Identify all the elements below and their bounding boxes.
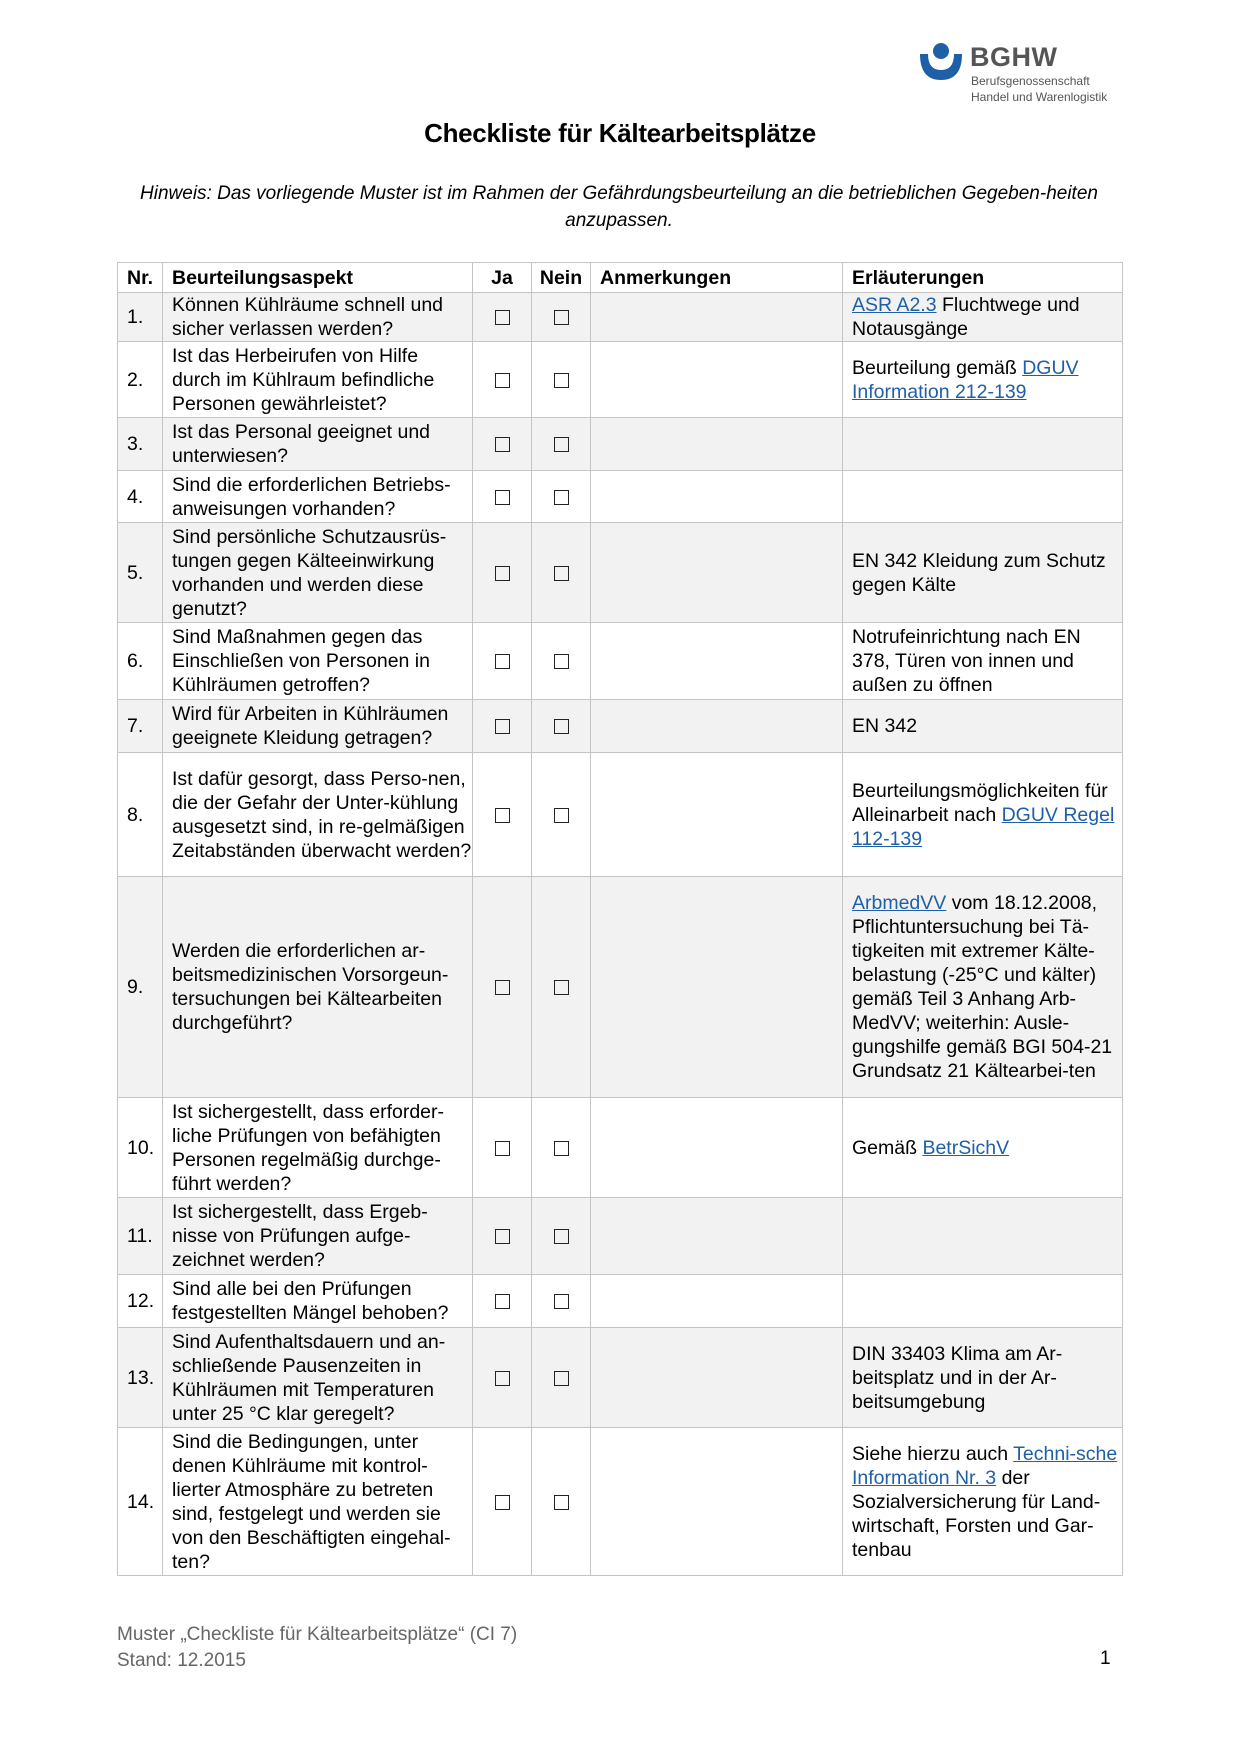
- ja-checkbox-cell[interactable]: [473, 523, 532, 623]
- nein-checkbox-cell[interactable]: [532, 418, 591, 471]
- ja-checkbox-cell[interactable]: [473, 700, 532, 753]
- ja-checkbox[interactable]: [495, 654, 510, 669]
- nein-checkbox-cell[interactable]: [532, 1275, 591, 1328]
- notes-cell[interactable]: [591, 342, 843, 418]
- row-number: 3.: [118, 418, 163, 471]
- explanation-cell: [843, 293, 1123, 342]
- header-explanations: Erläuterungen: [843, 263, 1123, 293]
- table-row: [118, 1328, 1123, 1428]
- ja-checkbox-cell[interactable]: [473, 877, 532, 1098]
- notes-cell[interactable]: [591, 1098, 843, 1198]
- row-number: 8.: [118, 753, 163, 877]
- explanation-cell: [843, 1098, 1123, 1198]
- notes-cell[interactable]: [591, 1198, 843, 1275]
- explanation-text-after: vom 18.12.2008, Pflichtuntersuchung bei Tä-tigkeiten mit extremer Kälte-belastung (-25°C und kälter) gemäß Teil 3 Anhang Arb-MedVV; weiterhin: Ausle-gungshilfe gemäß BGI 504-21 Grundsatz 21 Kältearbei-ten: [852, 892, 1113, 1082]
- logo-subtitle-2: Handel und Warenlogistik: [971, 90, 1108, 104]
- explanation-cell: [843, 1328, 1123, 1428]
- ja-checkbox[interactable]: [495, 1495, 510, 1510]
- assessment-aspect: Sind Aufenthaltsdauern und an-schließende Pausenzeiten in Kühlräumen mit Temperaturen unter 25 °C klar geregelt?: [163, 1328, 473, 1428]
- ja-checkbox[interactable]: [495, 719, 510, 734]
- reference-link[interactable]: ASR A2.3: [852, 294, 937, 316]
- nein-checkbox[interactable]: [554, 719, 569, 734]
- explanation-text: DIN 33403 Klima am Ar-beitsplatz und in der Ar-beitsumgebung: [852, 1342, 1063, 1413]
- assessment-aspect: Ist sichergestellt, dass Ergeb-nisse von Prüfungen aufge-zeichnet werden?: [163, 1198, 473, 1275]
- reference-link[interactable]: Techni-sche Information Nr. 3: [852, 1442, 1118, 1489]
- assessment-aspect: Sind persönliche Schutzausrüs-tungen gegen Kälteeinwirkung vorhanden und werden diese genutzt?: [163, 523, 473, 623]
- header-nein: Nein: [532, 263, 591, 293]
- assessment-aspect: Sind alle bei den Prüfungen festgestellten Mängel behoben?: [163, 1275, 473, 1328]
- table-row: [118, 471, 1123, 523]
- table-row: [118, 753, 1123, 877]
- table-header-row: [118, 263, 1123, 293]
- bghw-logo: [918, 42, 1128, 112]
- assessment-aspect: Können Kühlräume schnell und sicher verlassen werden?: [163, 293, 473, 342]
- table-row: [118, 1428, 1123, 1576]
- nein-checkbox[interactable]: [554, 437, 569, 452]
- row-number: 9.: [118, 877, 163, 1098]
- explanation-cell: [843, 1275, 1123, 1328]
- notes-cell[interactable]: [591, 471, 843, 523]
- explanation-text: Notrufeinrichtung nach EN 378, Türen von innen und außen zu öffnen: [852, 626, 1081, 696]
- nein-checkbox-cell[interactable]: [532, 623, 591, 700]
- notes-cell[interactable]: [591, 1275, 843, 1328]
- row-number: 12.: [118, 1275, 163, 1328]
- reference-link[interactable]: BetrSichV: [922, 1136, 1010, 1159]
- notes-cell[interactable]: [591, 1328, 843, 1428]
- explanation-cell: [843, 700, 1123, 753]
- ja-checkbox-cell[interactable]: [473, 293, 532, 342]
- ja-checkbox[interactable]: [495, 1294, 510, 1309]
- nein-checkbox-cell[interactable]: [532, 1428, 591, 1576]
- nein-checkbox[interactable]: [554, 566, 569, 581]
- assessment-aspect: Ist das Herbeirufen von Hilfe durch im Kühlraum befindliche Personen gewährleistet?: [163, 342, 473, 418]
- row-number: 6.: [118, 623, 163, 700]
- nein-checkbox-cell[interactable]: [532, 753, 591, 877]
- ja-checkbox-cell[interactable]: [473, 1328, 532, 1428]
- table-row: [118, 1098, 1123, 1198]
- explanation-text: Siehe hierzu auch: [852, 1442, 1014, 1465]
- nein-checkbox-cell[interactable]: [532, 877, 591, 1098]
- assessment-aspect: Sind Maßnahmen gegen das Einschließen von Personen in Kühlräumen getroffen?: [163, 623, 473, 700]
- ja-checkbox[interactable]: [495, 310, 510, 325]
- explanation-cell: [843, 523, 1123, 623]
- assessment-aspect: Sind die Bedingungen, unter denen Kühlräume mit kontrol-lierter Atmosphäre zu betreten sind, festgelegt und werden sie von den Beschäftigten eingehal-ten?: [163, 1428, 473, 1576]
- notes-cell[interactable]: [591, 753, 843, 877]
- explanation-text-after: Fluchtwege und Notausgänge: [852, 294, 1080, 340]
- row-number: 11.: [118, 1198, 163, 1275]
- ja-checkbox[interactable]: [495, 980, 510, 995]
- ja-checkbox-cell[interactable]: [473, 623, 532, 700]
- explanation-text: Beurteilung gemäß: [852, 356, 1023, 379]
- ja-checkbox[interactable]: [495, 1141, 510, 1156]
- explanation-cell: [843, 418, 1123, 471]
- explanation-cell: [843, 753, 1123, 877]
- table-row: [118, 877, 1123, 1098]
- assessment-aspect: Ist dafür gesorgt, dass Perso-nen, die der Gefahr der Unter-kühlung ausgesetzt sind, in re-gelmäßigen Zeitabständen überwacht werden?: [163, 753, 473, 877]
- page-number: 1: [1100, 1648, 1111, 1669]
- assessment-aspect: Sind die erforderlichen Betriebs-anweisungen vorhanden?: [163, 471, 473, 523]
- table-row: [118, 342, 1123, 418]
- nein-checkbox-cell[interactable]: [532, 1198, 591, 1275]
- notes-cell[interactable]: [591, 877, 843, 1098]
- ja-checkbox[interactable]: [495, 1371, 510, 1386]
- reference-link[interactable]: DGUV Information 212-139: [852, 356, 1079, 403]
- reference-link[interactable]: DGUV Regel 112-139: [852, 803, 1115, 850]
- table-row: [118, 700, 1123, 753]
- notes-cell[interactable]: [591, 623, 843, 700]
- assessment-aspect: Ist das Personal geeignet und unterwiesen?: [163, 418, 473, 471]
- row-number: 13.: [118, 1328, 163, 1428]
- nein-checkbox-cell[interactable]: [532, 523, 591, 623]
- ja-checkbox-cell[interactable]: [473, 753, 532, 877]
- explanation-cell: [843, 471, 1123, 523]
- ja-checkbox[interactable]: [495, 490, 510, 505]
- nein-checkbox-cell[interactable]: [532, 700, 591, 753]
- nein-checkbox[interactable]: [554, 808, 569, 823]
- nein-checkbox[interactable]: [554, 490, 569, 505]
- table-row: [118, 293, 1123, 342]
- ja-checkbox-cell[interactable]: [473, 471, 532, 523]
- ja-checkbox[interactable]: [495, 437, 510, 452]
- notes-cell[interactable]: [591, 418, 843, 471]
- table-row: [118, 523, 1123, 623]
- nein-checkbox-cell[interactable]: [532, 293, 591, 342]
- notes-cell[interactable]: [591, 523, 843, 623]
- ja-checkbox[interactable]: [495, 808, 510, 823]
- checklist-table: [117, 262, 1123, 1576]
- ja-checkbox-cell[interactable]: [473, 1198, 532, 1275]
- nein-checkbox[interactable]: [554, 310, 569, 325]
- nein-checkbox-cell[interactable]: [532, 1098, 591, 1198]
- explanation-cell: [843, 877, 1123, 1098]
- ja-checkbox[interactable]: [495, 1229, 510, 1244]
- footer: [117, 1622, 517, 1674]
- row-number: 10.: [118, 1098, 163, 1198]
- row-number: 1.: [118, 293, 163, 342]
- ja-checkbox-cell[interactable]: [473, 418, 532, 471]
- ja-checkbox[interactable]: [495, 373, 510, 388]
- assessment-aspect: Wird für Arbeiten in Kühlräumen geeignete Kleidung getragen?: [163, 700, 473, 753]
- row-number: 4.: [118, 471, 163, 523]
- nein-checkbox[interactable]: [554, 654, 569, 669]
- table-row: [118, 418, 1123, 471]
- header-notes: Anmerkungen: [591, 263, 843, 293]
- header-ja: Ja: [473, 263, 532, 293]
- nein-checkbox[interactable]: [554, 1495, 569, 1510]
- reference-link[interactable]: ArbmedVV: [852, 892, 947, 914]
- explanation-cell: [843, 1428, 1123, 1576]
- row-number: 14.: [118, 1428, 163, 1576]
- row-number: 7.: [118, 700, 163, 753]
- nein-checkbox-cell[interactable]: [532, 342, 591, 418]
- header-aspect: Beurteilungsaspekt: [163, 263, 473, 293]
- ja-checkbox[interactable]: [495, 566, 510, 581]
- explanation-text-after: der Sozialversicherung für Land-wirtschaft, Forsten und Gar-tenbau: [852, 1466, 1101, 1561]
- ja-checkbox-cell[interactable]: [473, 342, 532, 418]
- notes-cell[interactable]: [591, 293, 843, 342]
- row-number: 5.: [118, 523, 163, 623]
- table-body: [118, 293, 1123, 1576]
- row-number: 2.: [118, 342, 163, 418]
- explanation-cell: [843, 342, 1123, 418]
- assessment-aspect: Werden die erforderlichen ar-beitsmedizinischen Vorsorgeun-tersuchungen bei Kältearbeiten durchgeführt?: [163, 877, 473, 1098]
- assessment-aspect: Ist sichergestellt, dass erforder-liche Prüfungen von befähigten Personen regelmäßig durchge-führt werden?: [163, 1098, 473, 1198]
- explanation-cell: [843, 623, 1123, 700]
- explanation-text: EN 342: [852, 715, 918, 737]
- hint-text: Hinweis: Das vorliegende Muster ist im Rahmen der Gefährdungsbeurteilung an die betrieblichen Gegeben-heiten anzupassen.: [140, 183, 1098, 231]
- table-row: [118, 1198, 1123, 1275]
- explanation-text: Gemäß: [852, 1136, 923, 1159]
- document-title: Checkliste für Kältearbeitsplätze: [424, 118, 816, 148]
- logo-subtitle-1: Berufsgenossenschaft: [971, 74, 1090, 88]
- explanation-text: EN 342 Kleidung zum Schutz gegen Kälte: [852, 549, 1106, 596]
- nein-checkbox[interactable]: [554, 1371, 569, 1386]
- notes-cell[interactable]: [591, 1428, 843, 1576]
- bghw-logo-icon: [918, 42, 964, 82]
- header-nr: Nr.: [118, 263, 163, 293]
- table-row: [118, 1275, 1123, 1328]
- nein-checkbox[interactable]: [554, 1294, 569, 1309]
- ja-checkbox-cell[interactable]: [473, 1428, 532, 1576]
- nein-checkbox[interactable]: [554, 1229, 569, 1244]
- table-row: [118, 623, 1123, 700]
- footer-document-name: Muster „Checkliste für Kältearbeitsplätze“ (CI 7): [117, 1624, 518, 1645]
- nein-checkbox-cell[interactable]: [532, 471, 591, 523]
- logo-name: BGHW: [970, 42, 1058, 72]
- explanation-text: Beurteilungsmöglichkeiten für Alleinarbeit nach: [852, 779, 1108, 826]
- notes-cell[interactable]: [591, 700, 843, 753]
- explanation-cell: [843, 1198, 1123, 1275]
- nein-checkbox[interactable]: [554, 373, 569, 388]
- ja-checkbox-cell[interactable]: [473, 1098, 532, 1198]
- footer-date: Stand: 12.2015: [117, 1650, 246, 1671]
- nein-checkbox[interactable]: [554, 980, 569, 995]
- nein-checkbox[interactable]: [554, 1141, 569, 1156]
- nein-checkbox-cell[interactable]: [532, 1328, 591, 1428]
- ja-checkbox-cell[interactable]: [473, 1275, 532, 1328]
